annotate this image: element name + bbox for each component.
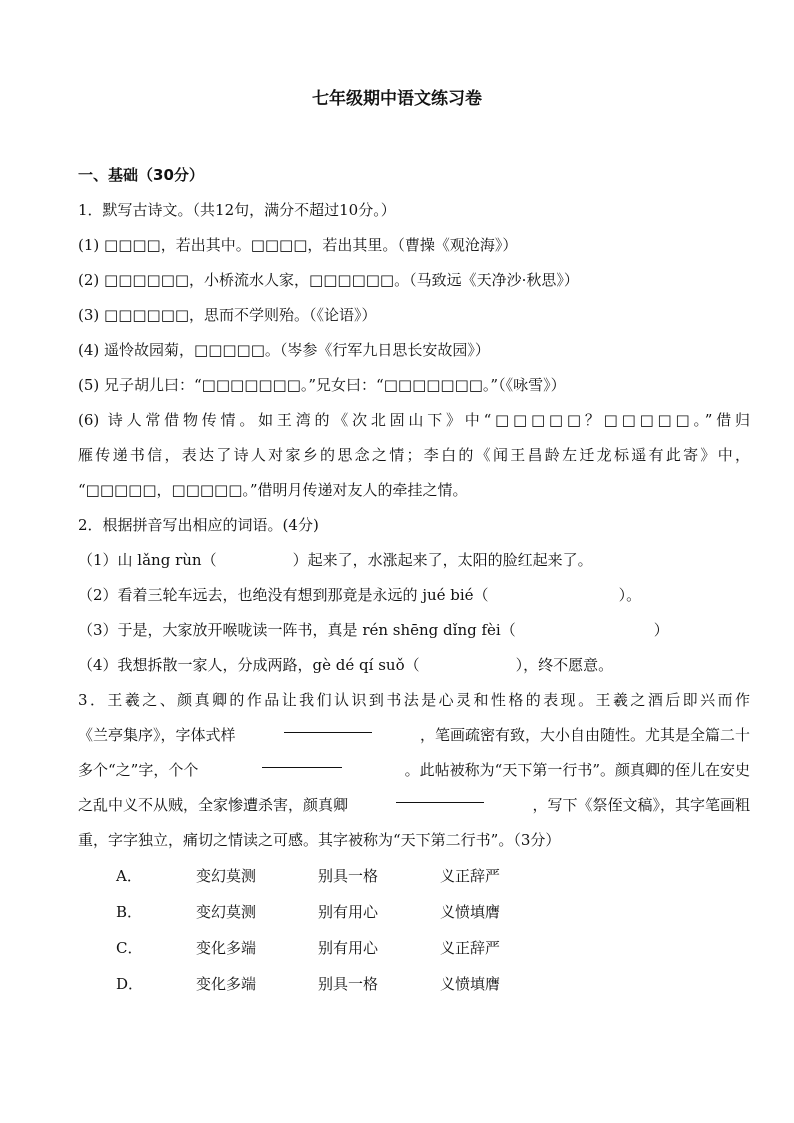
option-word: 义正辞严 [440,867,501,885]
option-word: 别有用心 [318,939,379,957]
question-1-item: (3) □□□□□□，思而不学则殆。（《论语》） [78,306,377,324]
question-2-item [78,578,750,613]
item-text: ）。 [618,586,642,604]
option-d[interactable] [78,966,750,1002]
exam-content [78,158,750,1002]
option-key: B． [116,903,143,921]
option-word: 别有用心 [318,903,379,921]
option-word: 别具一格 [318,975,379,993]
question-3-line: 重，字字独立，痛切之情读之可感。其字被称为“天下第二行书”。（3分） [78,831,561,849]
question-1-stem: 1．默写古诗文。（共12句，满分不超过10分。） [78,201,396,219]
item-text: ）起来了，水涨起来了，太阳的脸红起来了。 [292,551,593,569]
option-word: 别具一格 [318,867,379,885]
option-key: A． [116,867,142,885]
option-a[interactable] [78,858,750,894]
item-text: （2）看着三轮车远去，也绝没有想到那竟是永远的 jué bié（ [78,586,489,604]
option-c[interactable] [78,930,750,966]
page-title: 七年级期中语文练习卷 [312,89,482,109]
question-2-item [78,543,750,578]
option-key: C． [116,939,143,957]
line-text: 多个“之”字，个个 [78,761,199,779]
option-word: 变化多端 [196,939,257,957]
question-2-item [78,648,750,683]
section-heading: 一、基础（30分） [78,166,204,184]
item-text: （4）我想拆散一家人，分成两路，gè dé qí suǒ（ [78,656,420,674]
option-word: 变幻莫测 [196,903,257,921]
item-text: ） [653,621,669,639]
line-text: 《兰亭集序》，字体式样 [78,726,236,744]
line-text: 。此帖被称为“天下第一行书”。颜真卿的侄儿在安史 [404,761,750,779]
question-2-item [78,613,750,648]
fill-blank[interactable] [262,753,342,768]
option-word: 义愤填膺 [440,975,501,993]
question-1-item-6-line: (6) 诗人常借物传情。如王湾的《次北固山下》中“□□□□□？□□□□□。”借归 [78,411,750,429]
option-word: 变幻莫测 [196,867,257,885]
question-3-line [78,753,750,788]
option-word: 变化多端 [196,975,257,993]
option-word: 义正辞严 [440,939,501,957]
question-2-stem: 2．根据拼音写出相应的词语。(4分) [78,516,319,534]
fill-blank[interactable] [284,718,372,733]
question-3-body [78,683,750,858]
question-1-item: (1) □□□□，若出其中。□□□□，若出其里。（曹操《观沧海》） [78,236,518,254]
question-1-item-6-line: 雁传递书信，表达了诗人对家乡的思念之情；李白的《闻王昌龄左迁龙标遥有此寄》中， [78,446,750,464]
question-3-line [78,718,750,753]
question-3-line [78,788,750,823]
line-text: 之乱中义不从贼，全家惨遭杀害，颜真卿 [78,796,349,814]
option-b[interactable] [78,894,750,930]
item-text: （1）山 lǎng rùn（ [78,551,217,569]
item-text: ），终不愿意。 [515,656,614,674]
question-3-line: 3．王羲之、颜真卿的作品让我们认识到书法是心灵和性格的表现。王羲之酒后即兴而作 [78,691,750,709]
option-key: D． [116,975,144,993]
question-1-item: (2) □□□□□□，小桥流水人家，□□□□□□。（马致远《天净沙·秋思》） [78,271,579,289]
question-1-item: (5) 兄子胡儿曰：“□□□□□□□。”兄女曰：“□□□□□□□。”（《咏雪》） [78,376,566,394]
line-text: ，笔画疏密有致，大小自由随性。尤其是全篇二十 [419,726,750,744]
question-1-item-6-line: “□□□□□，□□□□□。”借明月传递对友人的牵挂之情。 [78,481,468,499]
item-text: （3）于是，大家放开喉咙读一阵书，真是 rén shēng dǐng fèi（ [78,621,516,639]
question-1-item: (4) 遥怜故园菊，□□□□□。（岑参《行军九日思长安故园》） [78,341,490,359]
option-word: 义愤填膺 [440,903,501,921]
fill-blank[interactable] [396,788,484,803]
answer-options [78,858,750,1002]
line-text: ，写下《祭侄文稿》，其字笔画粗 [532,796,750,814]
